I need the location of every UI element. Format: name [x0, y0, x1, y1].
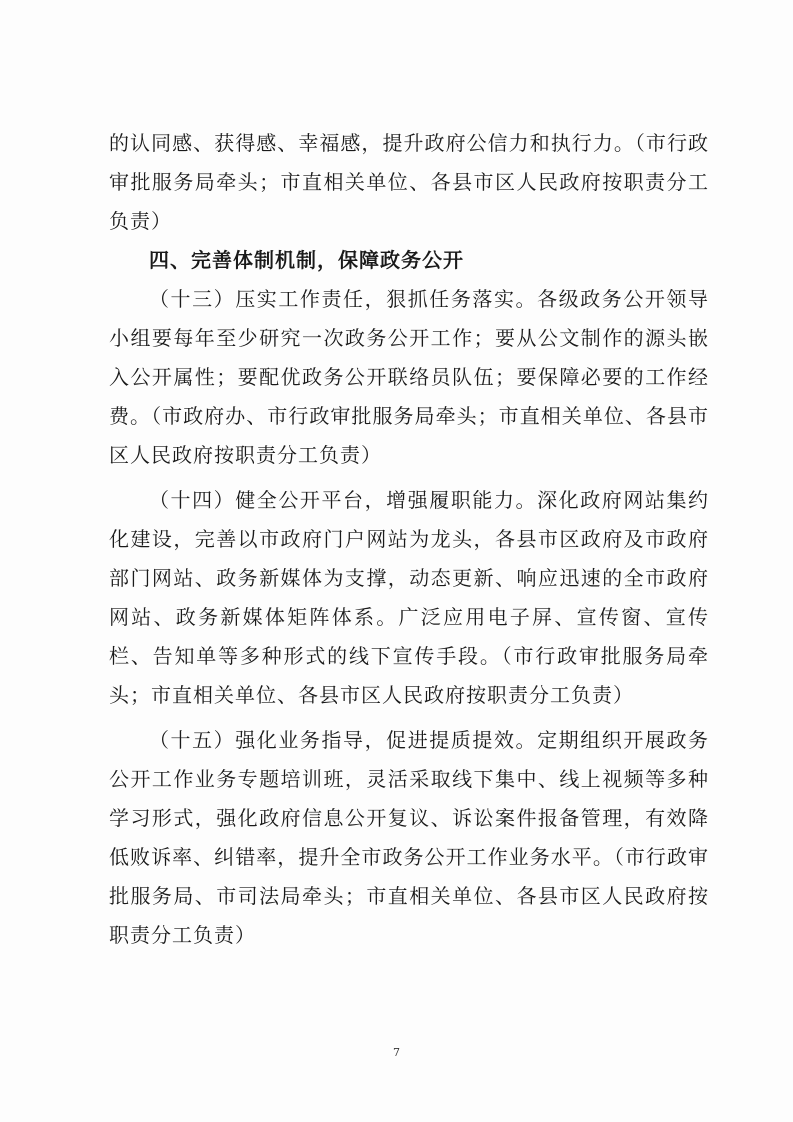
continuation-paragraph: 的认同感、获得感、幸福感，提升政府公信力和执行力。（市行政审批服务局牵头；市直相关单位、各县市区人民政府按职责分工负责）	[109, 131, 709, 233]
item-paragraph-15: （十五）强化业务指导，促进提质提效。定期组织开展政务公开工作业务专题培训班，灵活采取线下集中、线上视频等多种学习形式，强化政府信息公开复议、诉讼案件报备管理，有效降低败诉率、纠错率，提升全市政务公开工作业务水平。（市行政审批服务局、市司法局牵头；市直相关单位、各县市区人民政府按职责分工负责）	[109, 728, 709, 947]
item-paragraph-13: （十三）压实工作责任，狠抓任务落实。各级政务公开领导小组要每年至少研究一次政务公开工作；要从公文制作的源头嵌入公开属性；要配优政务公开联络员队伍；要保障必要的工作经费。（市政府办、市行政审批服务局牵头；市直相关单位、各县市区人民政府按职责分工负责）	[109, 287, 709, 467]
document-body	[109, 124, 709, 955]
page-number: 7	[393, 1046, 400, 1059]
item-paragraph-14: （十四）健全公开平台，增强履职能力。深化政府网站集约化建设，完善以市政府门户网站为龙头，各县市区政府及市政府部门网站、政务新媒体为支撑，动态更新、响应迅速的全市政府网站、政务新媒体矩阵体系。广泛应用电子屏、宣传窗、宣传栏、告知单等多种形式的线下宣传手段。（市行政审批服务局牵头；市直相关单位、各县市区人民政府按职责分工负责）	[109, 488, 709, 707]
section-heading: 四、完善体制机制，保障政务公开	[149, 248, 464, 272]
